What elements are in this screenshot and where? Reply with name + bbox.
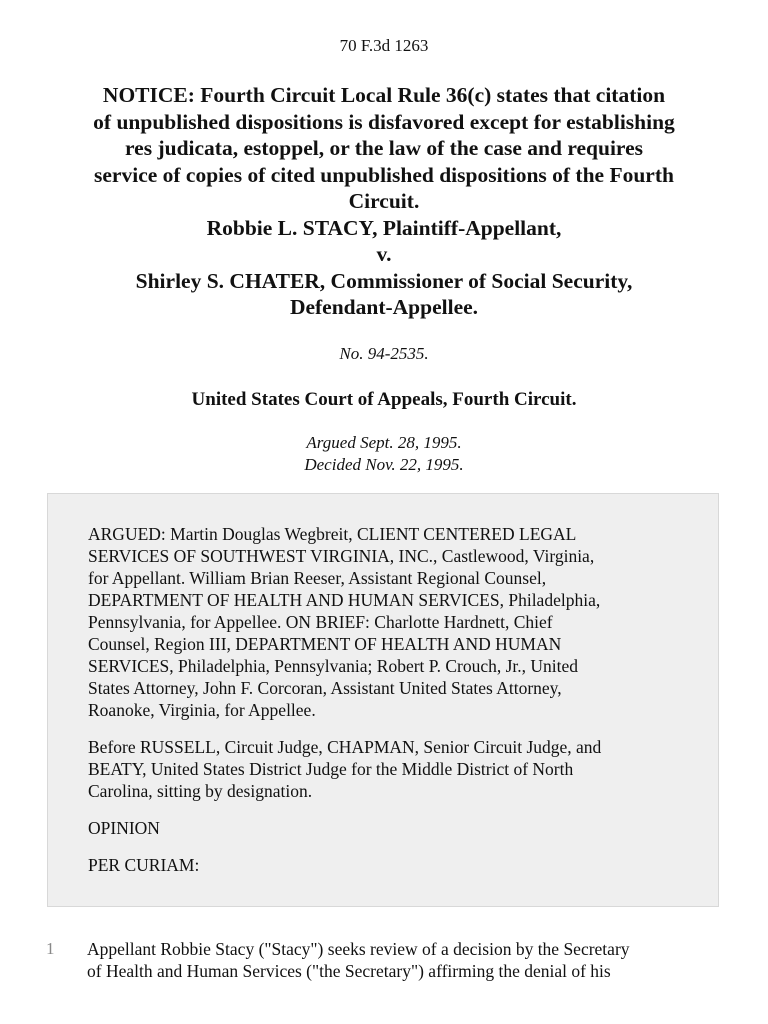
- counsel-line: SERVICES OF SOUTHWEST VIRGINIA, INC., Castlewood, Virginia,: [88, 546, 595, 566]
- counsel-panel: [47, 493, 719, 907]
- per-curiam-label: PER CURIAM:: [88, 855, 200, 875]
- paragraph-line: of Health and Human Services ("the Secretary") affirming the denial of his: [87, 961, 611, 981]
- court-name: United States Court of Appeals, Fourth Circuit.: [191, 389, 577, 410]
- paragraph-line: Appellant Robbie Stacy ("Stacy") seeks review of a decision by the Secretary: [87, 939, 630, 959]
- notice-line: Circuit.: [348, 189, 420, 213]
- counsel-line: Roanoke, Virginia, for Appellee.: [88, 700, 316, 720]
- counsel-line: SERVICES, Philadelphia, Pennsylvania; Robert P. Crouch, Jr., United: [88, 656, 579, 676]
- decided-date: Decided Nov. 22, 1995.: [304, 455, 464, 474]
- counsel-paragraph: [88, 523, 688, 721]
- counsel-line: for Appellant. William Brian Reeser, Assistant Regional Counsel,: [88, 568, 547, 588]
- notice-line: NOTICE: Fourth Circuit Local Rule 36(c) states that citation: [102, 83, 666, 107]
- counsel-line: DEPARTMENT OF HEALTH AND HUMAN SERVICES, Philadelphia,: [88, 590, 601, 610]
- notice-line: service of copies of cited unpublished dispositions of the Fourth: [94, 162, 674, 187]
- case-heading: [40, 82, 728, 321]
- defendant-role: Defendant-Appellee.: [289, 295, 479, 319]
- notice-line: res judicata, estoppel, or the law of the case and requires: [125, 136, 643, 160]
- counsel-line: Counsel, Region III, DEPARTMENT OF HEALTH AND HUMAN: [88, 634, 562, 654]
- notice-line: of unpublished dispositions is disfavored except for establishing: [93, 109, 675, 134]
- judges-line: BEATY, United States District Judge for the Middle District of North: [88, 759, 574, 779]
- versus-label: v.: [376, 242, 392, 266]
- counsel-line: ARGUED: Martin Douglas Wegbreit, CLIENT CENTERED LEGAL: [88, 524, 577, 544]
- plaintiff-name: Robbie L. STACY, Plaintiff-Appellant,: [206, 215, 562, 240]
- case-citation: 70 F.3d 1263: [339, 36, 429, 55]
- defendant-name: Shirley S. CHATER, Commissioner of Social Security,: [135, 268, 633, 293]
- counsel-line: Pennsylvania, for Appellee. ON BRIEF: Charlotte Hardnett, Chief: [88, 612, 553, 632]
- judges-line: Before RUSSELL, Circuit Judge, CHAPMAN, Senior Circuit Judge, and: [88, 737, 602, 757]
- paragraph-number: 1: [46, 939, 55, 958]
- counsel-line: States Attorney, John F. Corcoran, Assistant United States Attorney,: [88, 678, 562, 698]
- judges-line: Carolina, sitting by designation.: [88, 781, 313, 801]
- docket-number: No. 94-2535.: [339, 344, 429, 363]
- judges-paragraph: [88, 736, 688, 802]
- opinion-label: OPINION: [88, 818, 160, 838]
- argued-date: Argued Sept. 28, 1995.: [306, 433, 462, 452]
- paragraph-text: [87, 938, 717, 982]
- case-dates: [0, 432, 768, 476]
